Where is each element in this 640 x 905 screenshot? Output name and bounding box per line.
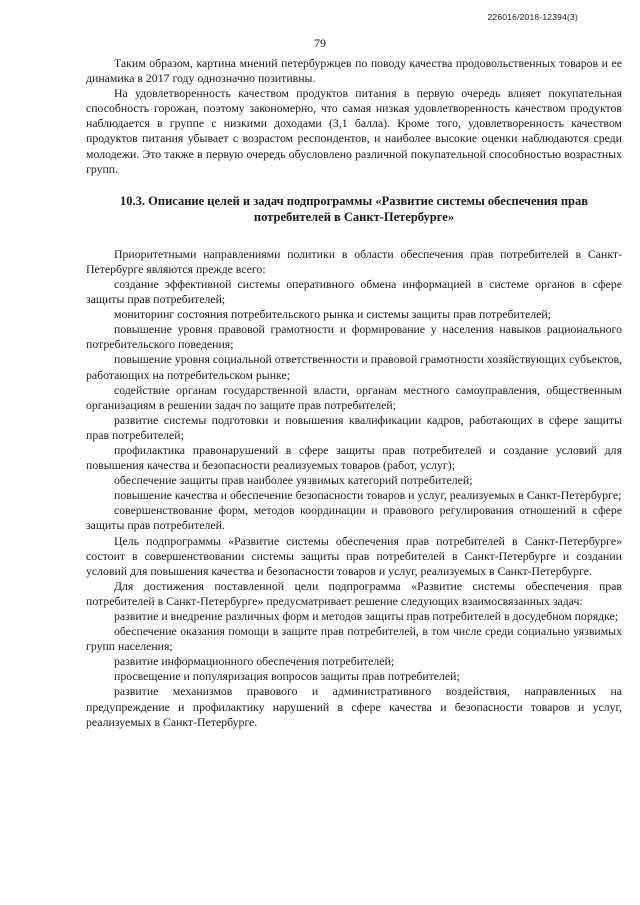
priorities-intro: Приоритетными направлениями политики в области обеспечения прав потребителей в Санкт-Петербурге являются прежде всего: [86,246,622,276]
priority-item: развитие системы подготовки и повышения квалификации кадров, работающих в сфере защиты прав потребителей; [86,412,622,442]
priority-item: профилактика правонарушений в сфере защиты прав потребителей и создание условий для повышения качества и безопасности реализуемых товаров (работ, услуг); [86,442,622,473]
priority-item: обеспечение защиты прав наиболее уязвимых категорий потребителей; [114,473,473,488]
tasks-intro: Для достижения поставленной цели подпрограмма «Развитие системы обеспечения прав потребителей в Санкт-Петербурге» предусматривает решение следующих взаимосвязанных задач: [86,578,622,608]
priority-item: повышение уровня правовой грамотности и формирование у населения навыков рационального потребительского поведения; [86,322,622,352]
priority-item: создание эффективной системы оперативного обмена информацией в системе органов в сфере защиты прав потребителей; [86,276,622,307]
page-body [86,56,622,730]
priority-item: повышение уровня социальной ответственности и правовой грамотности хозяйствующих субъектов, работающих на потребительском рынке; [86,352,622,382]
task-item: обеспечение оказания помощи в защите прав потребителей, в том числе среди социально уязвимых групп населения; [86,624,622,654]
task-item: развитие информационного обеспечения потребителей; [114,654,395,669]
page-number: 79 [314,36,326,50]
section-heading: 10.3. Описание целей и задач подпрограммы «Развитие системы обеспечения прав потребителей в Санкт-Петербурге» [120,193,588,224]
task-item: просвещение и популяризация вопросов защиты прав потребителей; [114,669,460,684]
priority-item: повышение качества и обеспечение безопасности товаров и услуг, реализуемых в Санкт-Петербурге; [114,488,622,503]
intro-paragraph: Таким образом, картина мнений петербуржцев по поводу качества продовольственных товаров и ее динамика в 2017 году однозначно позитивны. [86,56,622,86]
task-item: развитие и внедрение различных форм и методов защиты прав потребителей в досудебном порядке; [114,609,619,623]
priority-item: мониторинг состояния потребительского рынка и системы защиты прав потребителей; [114,307,551,322]
goal-paragraph: Цель подпрограммы «Развитие системы обеспечения прав потребителей в Санкт-Петербурге» состоит в совершенствовании системы защиты прав потребителей в Санкт-Петербурге и создании условий для повышения качества и безопасности товаров и услуг, реализуемых в Санкт-Петербурге. [86,533,622,578]
priority-item: содействие органам государственной власти, органам местного самоуправления, общественным организациям в решении задач по защите прав потребителей; [86,382,622,412]
document-id: 226016/2018-12394(3) [487,12,578,22]
priority-item: совершенствование форм, методов координации и правового регулирования отношений в сфере защиты прав потребителей. [86,503,622,533]
task-item: развитие механизмов правового и административного воздействия, направленных на предупреждение и профилактику нарушений в сфере качества и безопасности товаров и услуг, реализуемых в Санкт-Петербурге. [86,684,622,729]
intro-paragraph: На удовлетворенность качеством продуктов питания в первую очередь влияет покупательная способность горожан, поэтому закономерно, что самая низкая удовлетворенность качеством продуктов наблюдается в группе с низкими доходами (3,1 балла). Кроме того, удовлетворенность качеством продуктов питания убывает с возрастом респондентов, и наиболее высокие оценки наблюдаются среди молодежи. Это также в первую очередь обусловлено различной покупательной способностью возрастных групп. [86,86,622,176]
